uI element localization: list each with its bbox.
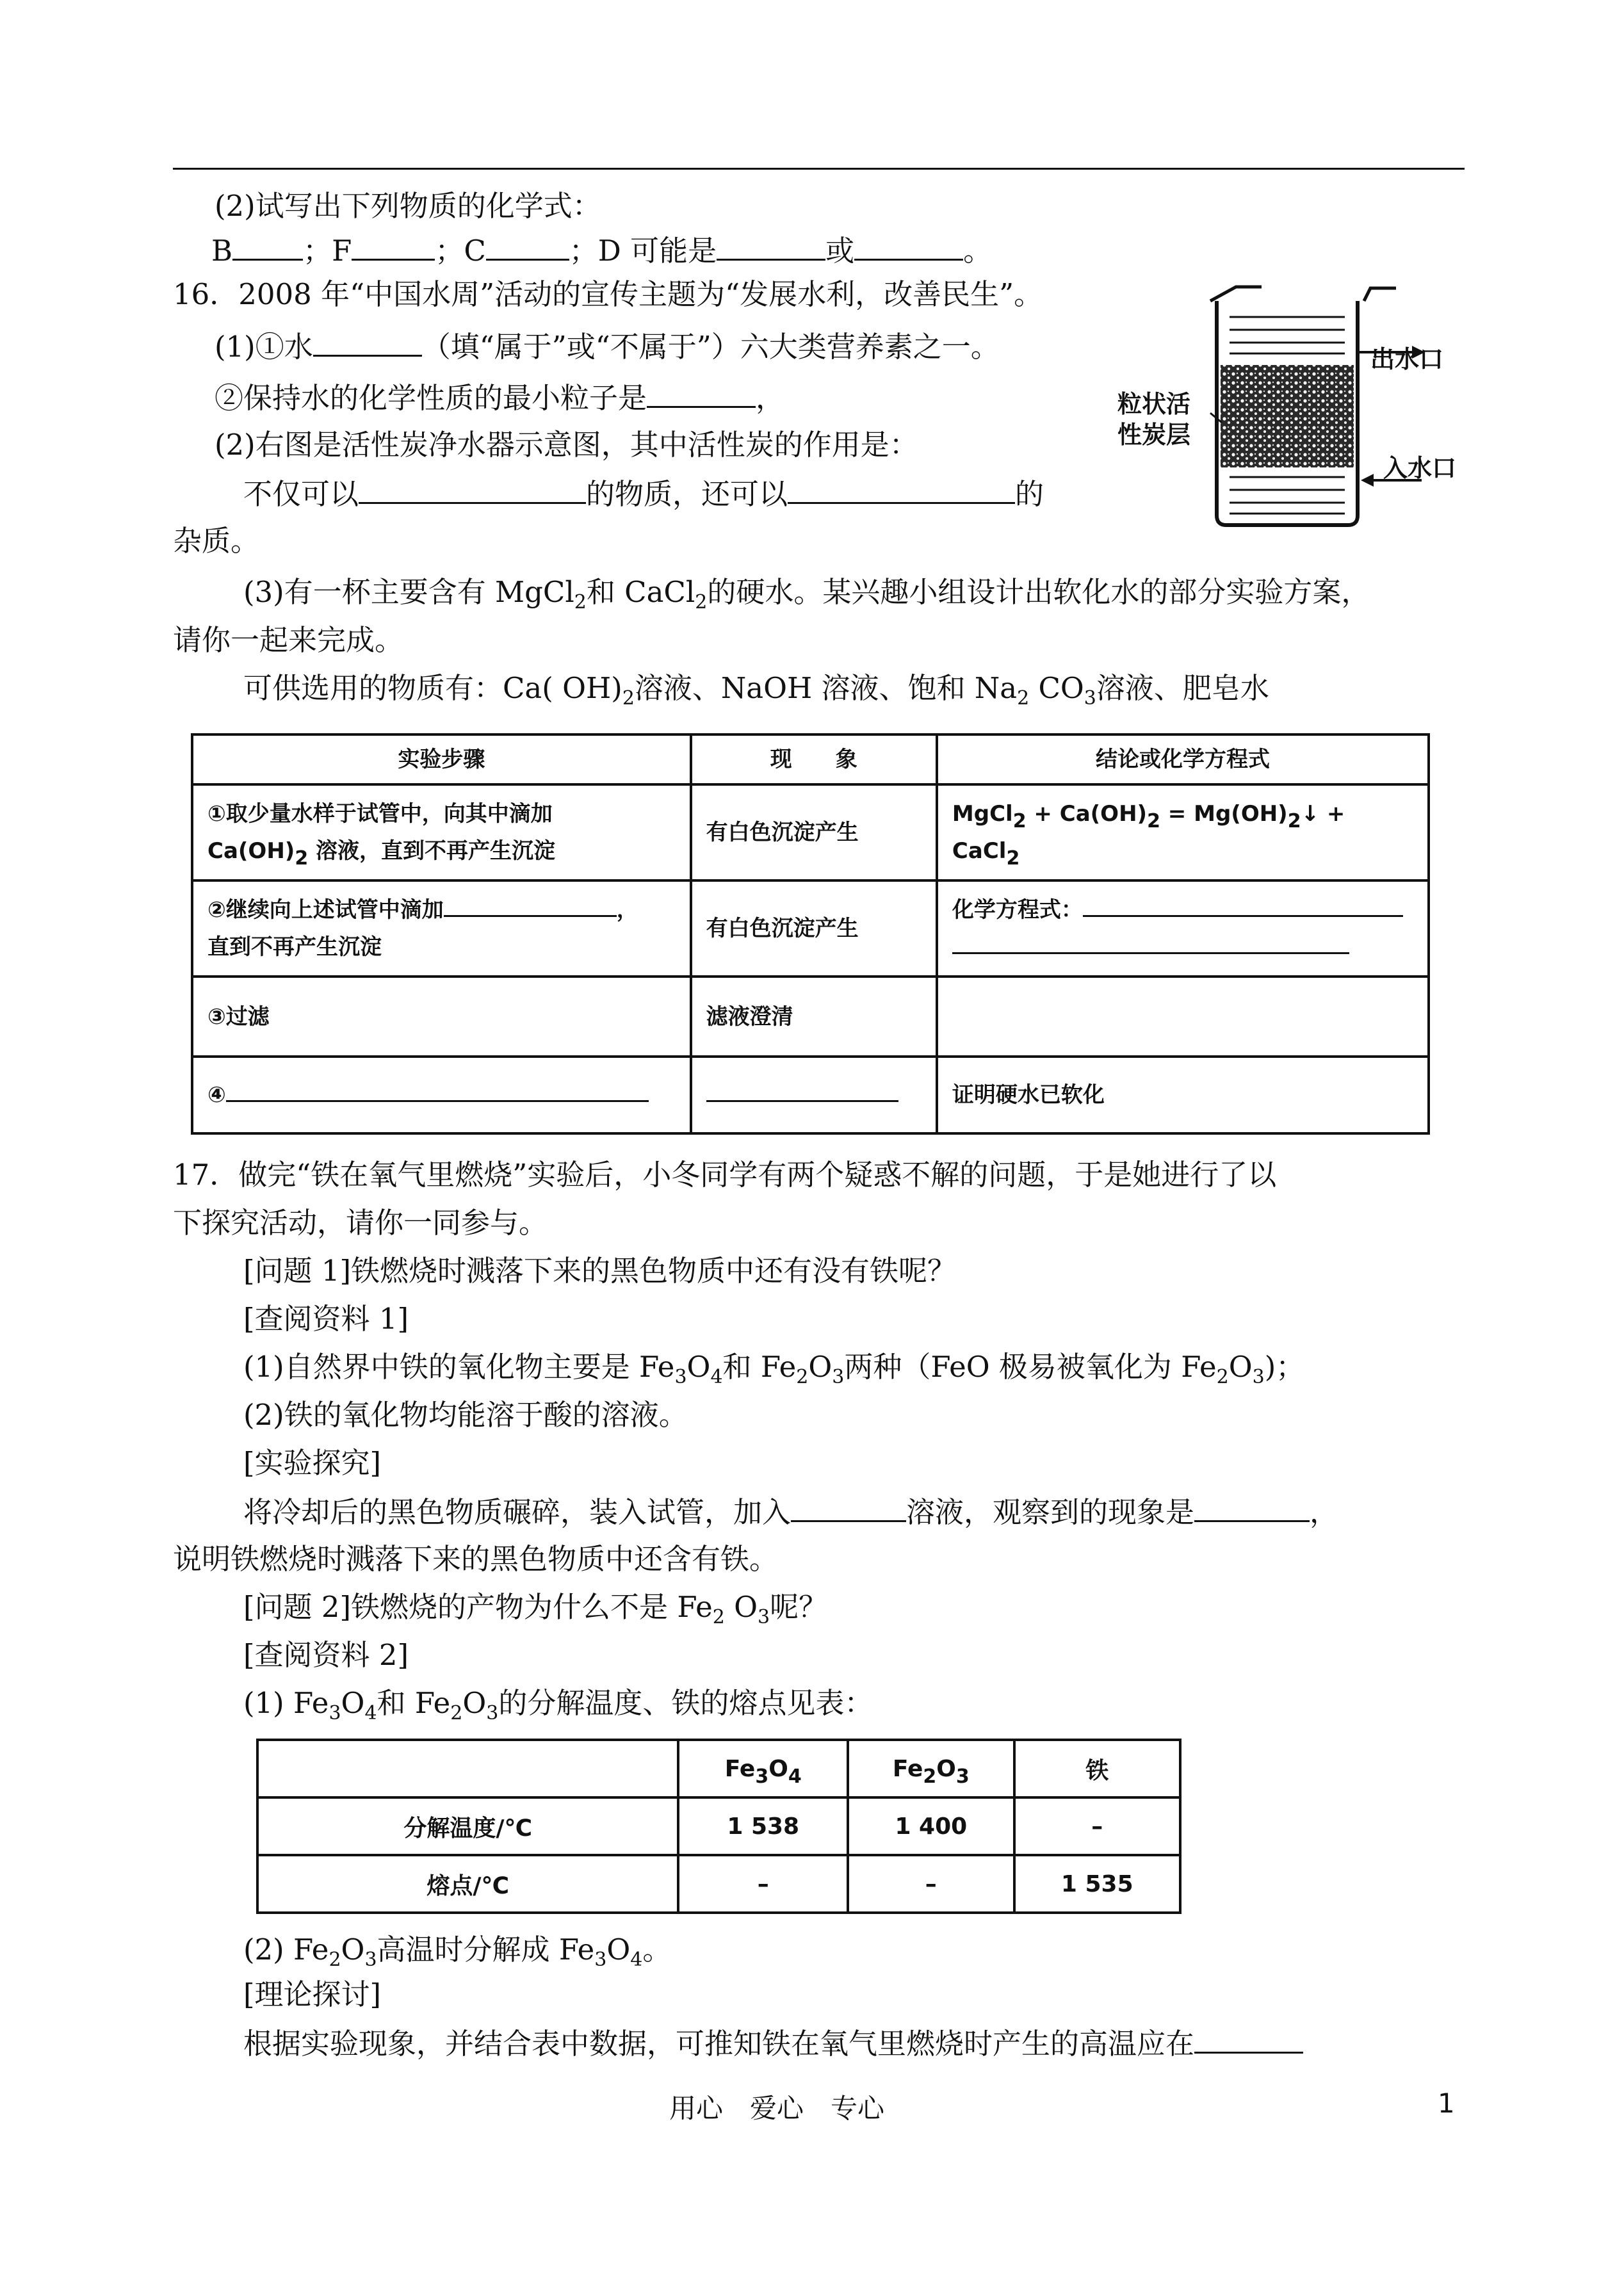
row-melting-label: 熔点/℃ — [257, 1855, 678, 1913]
q16-part1: (1)①水 （填“属于”或“不属于”）六大类营养素之一。 — [215, 327, 1000, 366]
cell-decomp-fe2o3: 1 400 — [848, 1797, 1014, 1855]
iron-oxide-data-table — [256, 1739, 1181, 1914]
q17-reference2: [查阅资料 2] — [243, 1638, 409, 1672]
header-fe2o3: $Fe_2O_3$ — [848, 1740, 1014, 1797]
row1-step: ①取少量水样于试管中，向其中滴加 $Ca(OH)_2$ 溶液，直到不再产生沉淀 — [192, 784, 691, 880]
q16-part2-blanks: 不仅可以 的物质，还可以 的 — [243, 474, 1044, 514]
header-conclusion: 结论或化学方程式 — [937, 734, 1429, 784]
q17-reference2-item2: (2) $Fe_2O_3$高温时分解成 $Fe_3O_4$。 — [243, 1933, 672, 1971]
figure-label-inlet: 入水口 — [1383, 454, 1457, 482]
cell-melt-fe: 1 535 — [1014, 1855, 1180, 1913]
header-rule — [173, 168, 1465, 170]
row3-conclusion — [937, 977, 1429, 1057]
row3-phenomenon: 滤液澄清 — [691, 977, 937, 1057]
figure-label-outlet: 出水口 — [1370, 345, 1444, 373]
q17-experiment-2: 说明铁燃烧时溅落下来的黑色物质中还含有铁。 — [173, 1542, 779, 1576]
header-iron: 铁 — [1014, 1740, 1180, 1797]
figure-label-carbon-layer-2: 性炭层 — [1117, 421, 1191, 449]
q16-reagents: 可供选用的物质有：Ca( $OH)_2$溶液、NaOH 溶液、饱和 $Na_2$ $CO_3$溶液、肥皂水 — [243, 671, 1269, 710]
q17-experiment-1: 将冷却后的黑色物质碾碎，装入试管，加入 溶液，观察到的现象是 ， — [243, 1492, 1338, 1532]
row2-phenomenon: 有白色沉淀产生 — [691, 880, 937, 977]
row-decomposition-label: 分解温度/℃ — [257, 1797, 678, 1855]
q17-intro-1: 17．做完“铁在氧气里燃烧”实验后，小冬同学有两个疑惑不解的问题，于是她进行了以 — [173, 1158, 1277, 1192]
q17-reference1: [查阅资料 1] — [243, 1302, 409, 1336]
row2-step: ②继续向上述试管中滴加 ， 直到不再产生沉淀 — [192, 880, 691, 977]
q15-part2-blanks: B ；F ；C ；D 可能是 或 。 — [211, 231, 992, 270]
q17-reference1-item2: (2)铁的氧化物均能溶于酸的溶液。 — [243, 1398, 688, 1432]
q15-part2-prompt: (2)试写出下列物质的化学式： — [215, 189, 601, 223]
q16-part2-end: 杂质。 — [173, 524, 260, 558]
row1-conclusion: MgCl$_2$ + $Ca(OH)_2$ = $Mg(OH)_2↓$ + CaCl$_2$ — [937, 784, 1429, 880]
row2-conclusion: 化学方程式： — [937, 880, 1429, 977]
row1-phenomenon: 有白色沉淀产生 — [691, 784, 937, 880]
page-number: 1 — [1438, 2088, 1455, 2119]
q16-part3: (3)有一杯主要含有 MgCl$_2$和 CaCl$_2$的硬水。某兴趣小组设计出软化水的部分实验方案， — [243, 575, 1370, 613]
q17-reference1-item1: (1)自然界中铁的氧化物主要是 $Fe_3O_4$和 $Fe_2O_3$两种（FeO 极易被氧化为 $Fe_2O_3$)； — [243, 1350, 1305, 1388]
row4-step: ④ — [192, 1057, 691, 1133]
figure-label-carbon-layer-1: 粒状活 — [1117, 390, 1191, 418]
cell-melt-fe2o3: – — [848, 1855, 1014, 1913]
q17-theory-1: 根据实验现象，并结合表中数据，可推知铁在氧气里燃烧时产生的高温应在 — [243, 2023, 1303, 2063]
cell-decomp-fe: – — [1014, 1797, 1180, 1855]
row4-conclusion: 证明硬水已软化 — [937, 1057, 1429, 1133]
softening-experiment-table — [191, 733, 1430, 1135]
q16-part3-cont: 请你一起来完成。 — [173, 623, 404, 657]
table-corner — [257, 1740, 678, 1797]
q17-theory: [理论探讨] — [243, 1977, 382, 2011]
cell-melt-fe3o4: – — [678, 1855, 848, 1913]
q16-part2: (2)右图是活性炭净水器示意图，其中活性炭的作用是： — [215, 428, 918, 462]
row4-phenomenon — [691, 1057, 937, 1133]
header-fe3o4: $Fe_3O_4$ — [678, 1740, 848, 1797]
q17-intro-2: 下探究活动，请你一同参与。 — [173, 1206, 548, 1240]
q17-experiment: [实验探究] — [243, 1446, 382, 1480]
q16-intro: 16．2008 年“中国水周”活动的宣传主题为“发展水利，改善民生”。 — [173, 277, 1043, 311]
header-step: 实验步骤 — [192, 734, 691, 784]
header-phenomenon: 现 象 — [691, 734, 937, 784]
q16-part1-2: ②保持水的化学性质的最小粒子是 ， — [215, 378, 784, 418]
row3-step: ③过滤 — [192, 977, 691, 1057]
cell-decomp-fe3o4: 1 538 — [678, 1797, 848, 1855]
q17-reference2-item1: (1) $Fe_3O_4$和 $Fe_2O_3$的分解温度、铁的熔点见表： — [243, 1686, 873, 1724]
footer-slogan: 用心 爱心 专心 — [669, 2093, 885, 2124]
q17-question1: [问题 1]铁燃烧时溅落下来的黑色物质中还有没有铁呢？ — [243, 1254, 957, 1288]
q17-question2: [问题 2]铁燃烧的产物为什么不是 $Fe_2$ $O_3$呢？ — [243, 1590, 828, 1628]
